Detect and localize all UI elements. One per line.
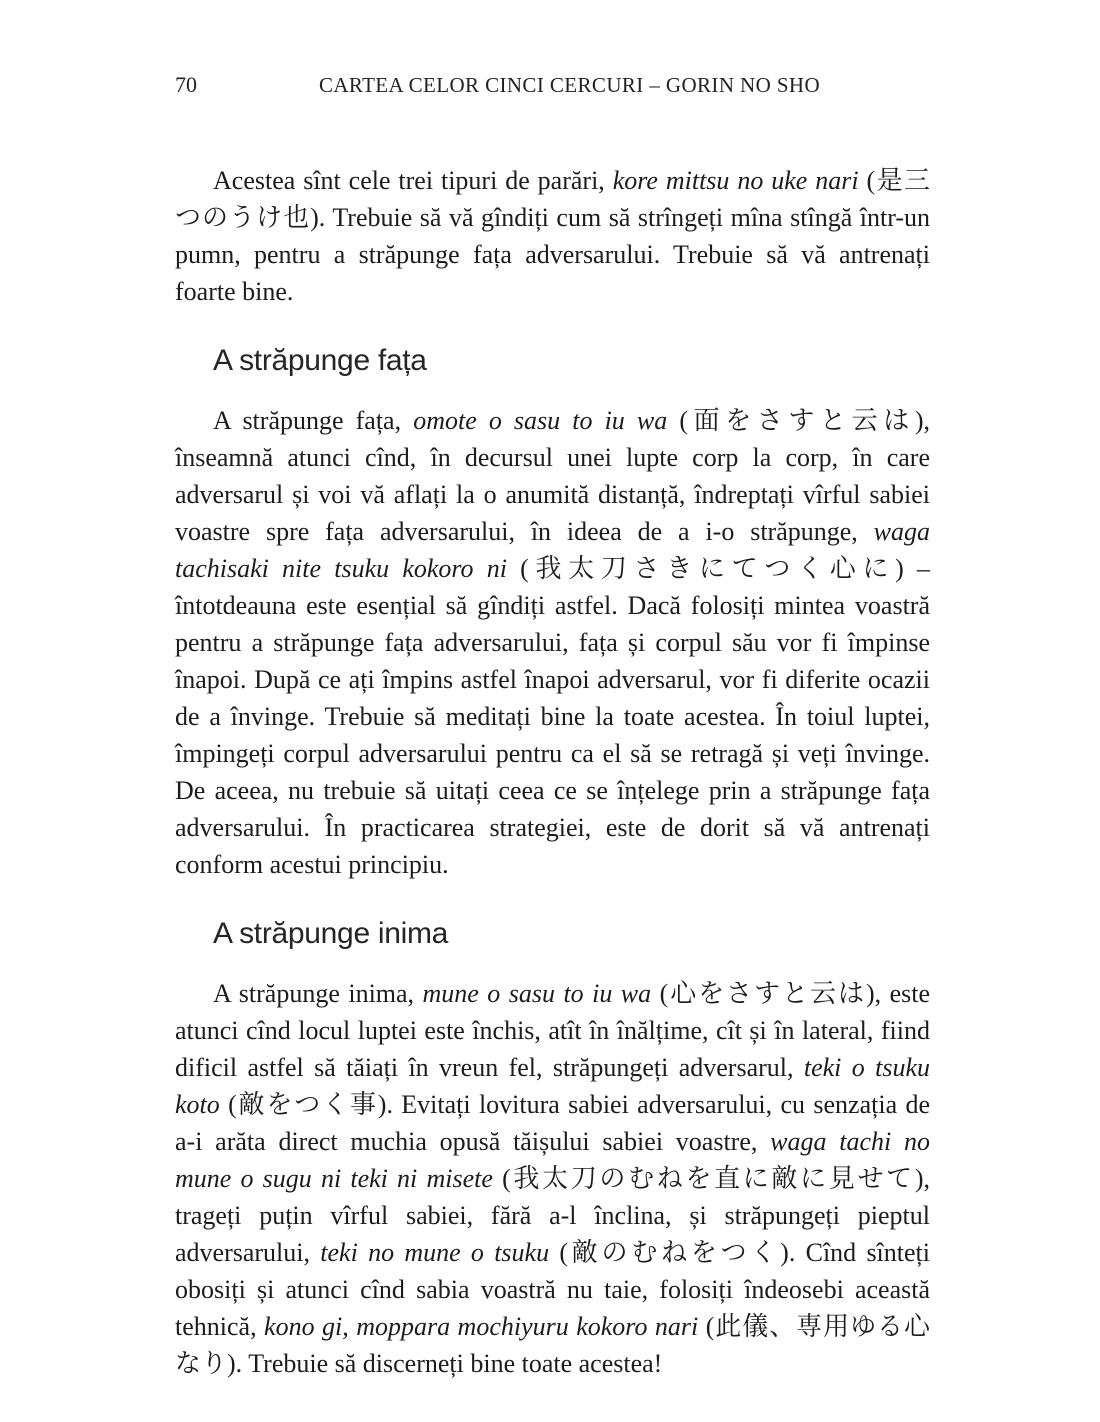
text-run: (敵のむねをつく). Cînd sînteți obosiți și atunci cînd sabia voastră nu taie, folosiți îndeosebi această tehnică, xyxy=(175,1238,930,1341)
paragraph-strapunge-fata xyxy=(175,402,930,883)
section-strapunge-fata xyxy=(175,343,930,883)
section-heading-strapunge-fata: A străpunge fața xyxy=(213,344,427,377)
text-run: (是三つのうけ也). Trebuie să vă gîndiți cum să strîngeți mîna stîngă într-un pumn, pentru a străpunge fața adversarului. Trebuie să vă antrenați foarte bine. xyxy=(175,166,930,306)
romaji-italic-run: mune o sasu to iu wa xyxy=(422,979,652,1008)
romaji-italic-run: omote o sasu to iu wa xyxy=(413,406,668,435)
paragraph-strapunge-inima xyxy=(175,975,930,1382)
paragraph-intro xyxy=(175,162,930,310)
text-run: A străpunge inima, xyxy=(213,979,423,1008)
page-header xyxy=(175,72,930,98)
text-run: Acestea sînt cele trei tipuri de parări, xyxy=(213,166,613,195)
section-strapunge-inima xyxy=(175,916,930,1382)
section-heading-strapunge-inima: A străpunge inima xyxy=(213,917,449,950)
section-intro xyxy=(175,162,930,310)
running-title: CARTEA CELOR CINCI CERCURI – GORIN NO SHO xyxy=(318,73,821,97)
text-run: (面をさすと云は), înseamnă atunci cînd, în decursul unei lupte corp la corp, în care adversarul și voi vă aflați la o anumită distanță, îndreptați vîrful sabiei voastre spre fața adversarului, în ideea de a i-o străpunge, xyxy=(175,406,930,546)
text-run: (心をさすと云は), este atunci cînd locul luptei este închis, atît în înălțime, cît și în lateral, fiind dificil astfel să tăiați în vreun fel, străpungeți adversarul, xyxy=(175,979,930,1082)
romaji-italic-run: kore mittsu no uke nari xyxy=(612,166,859,195)
page-number: 70 xyxy=(175,72,197,97)
romaji-italic-run: teki o tsuku koto xyxy=(175,1053,930,1119)
romaji-italic-run: teki no mune o tsuku xyxy=(320,1238,550,1267)
romaji-italic-run: kono gi, moppara mochiyuru kokoro nari xyxy=(264,1312,699,1341)
page-body xyxy=(175,162,930,1382)
romaji-italic-run: waga tachi no mune o sugu ni teki ni misete xyxy=(175,1127,930,1193)
text-run: (我太刀さきにてつく心に) – întotdeauna este esențial să gîndiți astfel. Dacă folosiți mintea voastră pentru a străpunge fața adversarului, fața și corpul său vor fi împinse înapoi. După ce ați împins astfel înapoi adversarul, vor fi diferite ocazii de a învinge. Trebuie să meditați bine la toate acestea. În toiul luptei, împingeți corpul adversarului pentru ca el să se retragă și veți învinge. De aceea, nu trebuie să uitați ceea ce se înțelege prin a străpunge fața adversarului. În practicarea strategiei, este de dorit să vă antrenați conform acestui principiu. xyxy=(175,554,930,879)
text-run: (此儀、専用ゆる心なり). Trebuie să discerneți bine toate acestea! xyxy=(175,1312,930,1378)
text-run: (敵をつく事). Evitați lovitura sabiei adversarului, cu senzația de a-i arăta direct muchia opusă tăișului sabiei voastre, xyxy=(175,1090,930,1156)
text-run: A străpunge fața, xyxy=(213,406,414,435)
text-run: (我太刀のむねを直に敵に見せて), trageți puțin vîrful sabiei, fără a-l înclina, și străpungeți pieptul adversarului, xyxy=(175,1164,930,1267)
romaji-italic-run: waga tachisaki nite tsuku kokoro ni xyxy=(175,517,930,583)
